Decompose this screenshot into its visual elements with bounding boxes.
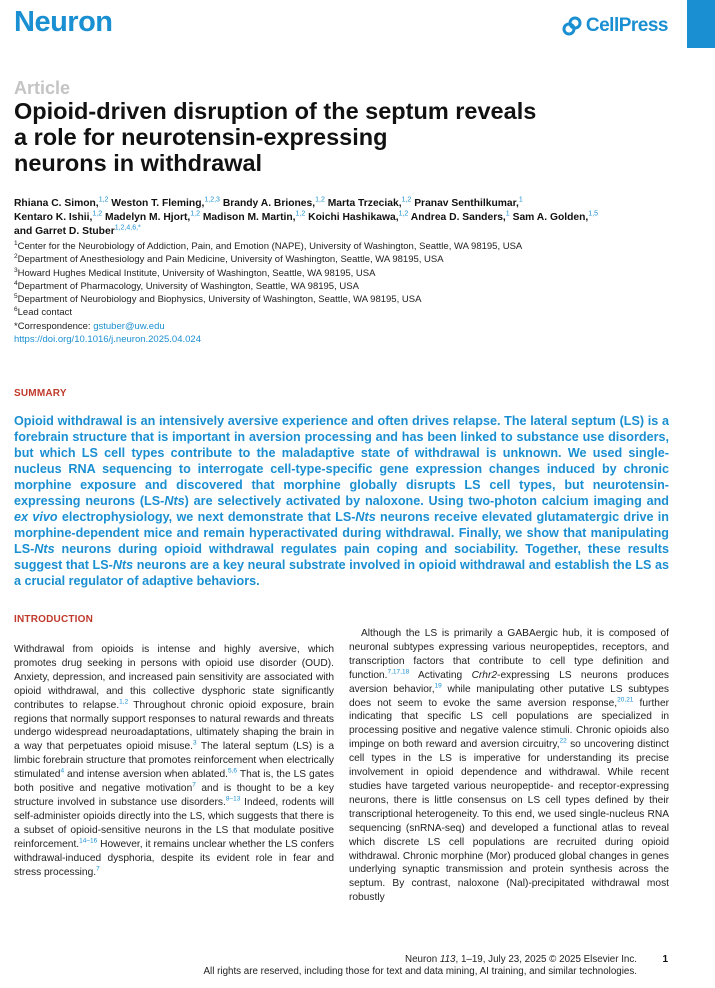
intro-right-column: Although the LS is primarily a GABAergic hub, it is composed of neuronal subtypes expressing various neuropeptides, receptors, and transcription factors that contribute to cell type definition and function.$^{7,17,18}$ Activating Crhr2-expressing LS neurons produces aversion behavior,$^{19}$ while manipulating other putative LS subtypes does not seem to evoke the same aversion response,$^{20,21}$ further indicating that specific LS cell populations are specialized in processing positive and negative valence stimuli. Chronic opioids also impinge on both reward and aversion circuitry,$^{22}$ so uncovering distinct cell types in the LS is imperative for understanding its precise involvement in opioid dependence and withdrawal. While recent studies have targeted various neuropeptide- and receptor-expressing neurons, there is little consensus on LS cell types defined by their transcriptional heterogeneity. To this end, we used single-nucleus RNA sequencing (snRNA-seq) and developed a functional atlas to reveal which discrete LS cell populations are recruited during opioid withdrawal. Chronic morphine (Mor) produced global changes in genes underlying synaptic transmission and protein synthesis across the septum. By contrast, naloxone (Nal)-precipitated withdrawal most robustly [349, 628, 670, 904]
author[interactable]: Marta Trzeciak,$^{1,2}$ [327, 196, 412, 209]
publisher-name: CellPress [585, 15, 668, 36]
author[interactable]: Pranav Senthilkumar,$^1$ [414, 196, 523, 209]
summary-heading: SUMMARY [14, 388, 67, 399]
affiliations [14, 240, 704, 346]
affiliation: $^2$Department of Anesthesiology and Pain Medicine, University of Washington, Seattle, WA 98195, USA [14, 253, 444, 266]
citation-link[interactable]: 19 [434, 682, 442, 690]
citation-link[interactable]: 22 [559, 737, 567, 745]
author[interactable]: and Garret D. Stuber$^{1,2,4,6,*}$ [14, 224, 141, 237]
author[interactable]: Madison M. Martin,$^{1,2}$ [202, 210, 306, 223]
author[interactable]: Sam A. Golden,$^{1,5}$ [512, 210, 599, 223]
cellpress-logo-icon [562, 16, 582, 36]
correspondence: *Correspondence: gstuber@uw.edu [14, 320, 165, 332]
citation-link[interactable]: 3 [193, 739, 197, 747]
introduction-heading: INTRODUCTION [14, 614, 94, 625]
article-title [14, 98, 654, 176]
citation-link[interactable]: 7 [96, 865, 100, 873]
corner-tab [687, 0, 715, 48]
author[interactable]: Madelyn M. Hjort,$^{1,2}$ [105, 210, 200, 223]
email-link[interactable]: gstuber@uw.edu [93, 320, 165, 332]
footer-citation: Neuron 113, 1–19, July 23, 2025 © 2025 Elsevier Inc. [405, 954, 637, 965]
author[interactable]: Andrea D. Sanders,$^1$ [410, 210, 510, 223]
affiliation: $^4$Department of Pharmacology, University of Washington, Seattle, WA 98195, USA [14, 279, 359, 292]
title-line: neurons in withdrawal [14, 150, 263, 176]
intro-left-column: Withdrawal from opioids is intense and highly aversive, which promotes drug seeking in persons with opioid use disorder (OUD). Anxiety, depression, and increased pain sensitivity are associated with opioid withdrawal, and this collective dysphoric state significantly contributes to relapse.$^{1,2}$ Throughout chronic opioid exposure, brain regions that normally support responses to natural rewards and threats undergo widespread neuroadaptations, ultimately shaping the brain in a way that perpetuates opioid misuse.$^3$ The lateral septum (LS) is a limbic forebrain structure that promotes reinforcement when electrically stimulated$^4$ and intense aversion when ablated.$^{5,6}$ That is, the LS gates both positive and negative motivation$^7$ and is thought to be a key structure involved in substance use disorders.$^{8-13}$ Indeed, rodents will self-administer opioids directly into the LS, which suggests that there is a subset of opioid-sensitive neurons in the LS that modulate positive reinforcement.$^{14-16}$ However, it remains unclear whether the LS confers withdrawal-induced dysphoria, despite its evident role in fear and stress processing.$^7$ [14, 644, 335, 878]
author[interactable]: Kentaro K. Ishii,$^{1,2}$ [14, 210, 103, 223]
citation-link[interactable]: 4 [60, 767, 65, 775]
summary-text: Opioid withdrawal is an intensively aversive experience and often drives relapse. The lateral septum (LS) is a forebrain structure that is important in aversion processing and has been linked to substance use disorders, but which LS cell types contribute to the maladaptive state of withdrawal is unknown. We used single-nucleus RNA sequencing to interrogate cell-type-specific gene expression changes induced by chronic morphine exposure and discovered that morphine globally disrupts LS cell types, but neurotensin-expressing neurons (LS-Nts) are selectively activated by naloxone. Using two-photon calcium imaging and ex vivo electrophysiology, we next demonstrate that LS-Nts neurons receive elevated glutamatergic drive in morphine-dependent mice and remain hyperactivated during withdrawal. Finally, we show that manipulating LS-Nts neurons during opioid withdrawal regulates pain coping and sociability. Together, these results suggest that LS-Nts neurons are a key neural substrate involved in opioid withdrawal and establish the LS as a crucial regulator of adaptive behaviors. [14, 414, 669, 588]
title-line: Opioid-driven disruption of the septum reveals [14, 98, 537, 124]
affiliation: $^5$Department of Neurobiology and Biophysics, University of Washington, Seattle, WA 98195, USA [14, 293, 422, 306]
affiliation: $^3$Howard Hughes Medical Institute, University of Washington, Seattle, WA 98195, USA [14, 266, 376, 279]
citation-link[interactable]: 8–13 [225, 795, 241, 803]
page-number: 1 [662, 954, 668, 965]
author-list [14, 197, 704, 239]
citation-link[interactable]: 14–16 [79, 837, 98, 845]
affiliation: $^1$Center for the Neurobiology of Addiction, Pain, and Emotion (NAPE), University of Washington, Seattle, WA 98195, USA [14, 239, 523, 252]
author[interactable]: Brandy A. Briones,$^{1,2}$ [222, 196, 325, 209]
citation-link[interactable]: 5,6 [228, 767, 238, 775]
journal-name: Neuron [14, 6, 113, 38]
citation-link[interactable]: 7 [192, 781, 196, 789]
footer-rights: All rights are reserved, including those for text and data mining, AI training, and similar technologies. [203, 966, 637, 977]
article-type: Article [14, 78, 71, 98]
author[interactable]: Weston T. Fleming,$^{1,2,3}$ [111, 196, 220, 209]
author[interactable]: Rhiana C. Simon,$^{1,2}$ [14, 196, 109, 209]
title-line: a role for neurotensin-expressing [14, 124, 388, 150]
author[interactable]: Koichi Hashikawa,$^{1,2}$ [308, 210, 409, 223]
citation-link[interactable]: 7,17,18 [387, 668, 410, 676]
citation-link[interactable]: 20,21 [617, 696, 634, 704]
citation-link[interactable]: 1,2 [119, 698, 129, 706]
doi-link[interactable]: https://doi.org/10.1016/j.neuron.2025.04.024 [14, 334, 201, 346]
affiliation: $^6$Lead contact [14, 306, 73, 319]
publisher-logo [562, 15, 668, 37]
